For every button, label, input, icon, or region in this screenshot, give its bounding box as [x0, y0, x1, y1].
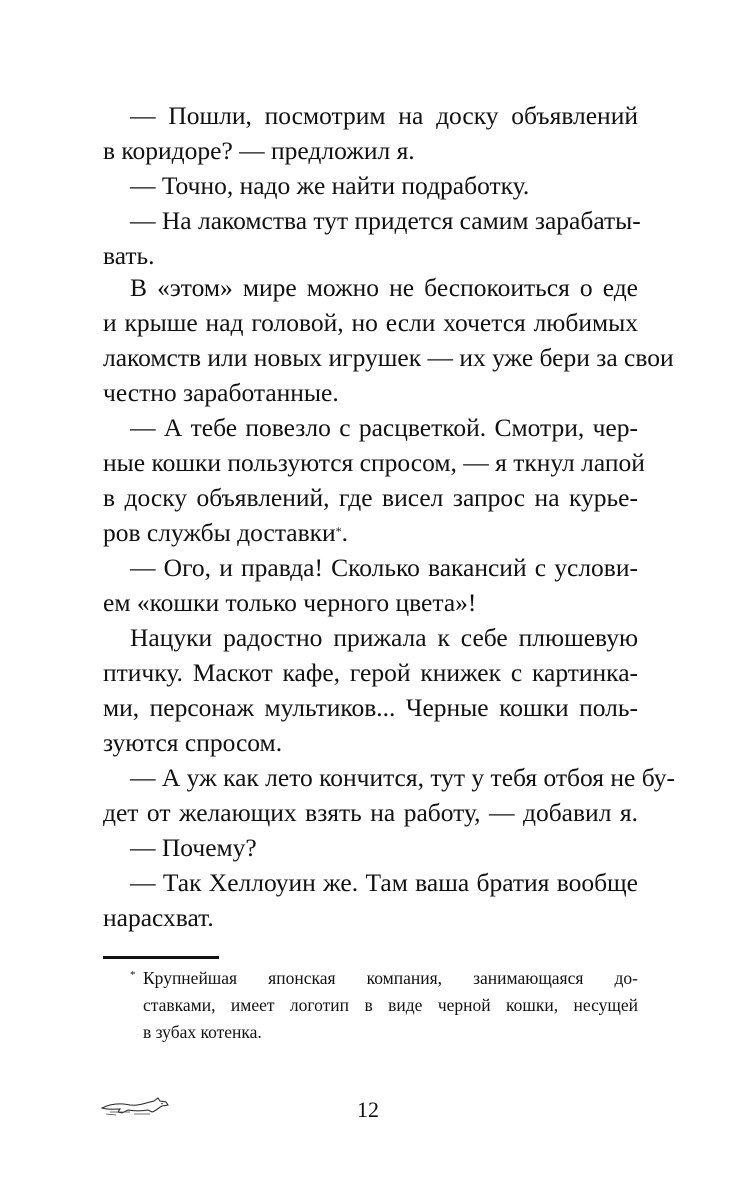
text-line: ми, персонаж мультиков... Черные кошки поль- — [103, 693, 638, 722]
text-line: Нацуки радостно прижала к себе плюшевую — [130, 623, 638, 652]
text-line: и крыше над головой, но если хочется любимых — [103, 308, 638, 337]
text-line: дет от желающих взять на работу, — добавил я. — [103, 798, 638, 827]
text-line: — Ого, и правда! Сколько вакансий с услови- — [130, 553, 638, 582]
text-line: ные кошки пользуются спросом, — я ткнул лапой — [103, 448, 645, 477]
footnote-mark: * — [130, 969, 136, 981]
page-number: 12 — [357, 1097, 379, 1122]
text-line: — На лакомства тут придется самим зарабаты- — [130, 206, 641, 235]
running-fox-icon — [100, 1094, 172, 1118]
text-line: В «этом» мире можно не беспокоиться о еде — [130, 273, 638, 302]
footnote-line: ставками, имеет логотип в виде черной кошки, несущей — [143, 995, 638, 1015]
text-line: — А тебе повезло с расцветкой. Смотри, чер- — [130, 413, 638, 442]
text-line: вать. — [103, 241, 155, 270]
text-fragment: . — [341, 518, 349, 547]
text-line: в доску объявлений, где висел запрос на курье- — [103, 483, 638, 512]
text-line: зуются спросом. — [103, 728, 283, 757]
text-line: — Так Хеллоуин же. Там ваша братия вообще — [130, 868, 638, 897]
text-line — [103, 516, 348, 550]
text-line: — А уж как лето кончится, тут у тебя отбоя не бу- — [130, 763, 675, 792]
text-line: лакомств или новых игрушек — их уже бери за свои — [103, 343, 674, 372]
text-line: — Точно, надо же найти подработку. — [130, 171, 530, 200]
text-line: — Пошли, посмотрим на доску объявлений — [130, 101, 638, 130]
text-line: — Почему? — [130, 833, 257, 862]
text-line: честно заработанные. — [103, 378, 339, 407]
footnote-line: Крупнейшая японская компания, занимающаяся до- — [143, 968, 638, 988]
text-fragment: ров службы доставки — [103, 518, 336, 547]
text-line: нарасхват. — [103, 903, 214, 932]
footnote-divider — [103, 956, 219, 959]
text-line: птичку. Маскот кафе, герой книжек с картинка- — [103, 658, 638, 687]
footnote-reference[interactable]: * — [335, 524, 342, 538]
text-line: ем «кошки только черного цвета»! — [103, 588, 477, 617]
footnote-line: в зубах котенка. — [143, 1022, 262, 1042]
text-line: в коридоре? — предложил я. — [103, 136, 415, 165]
